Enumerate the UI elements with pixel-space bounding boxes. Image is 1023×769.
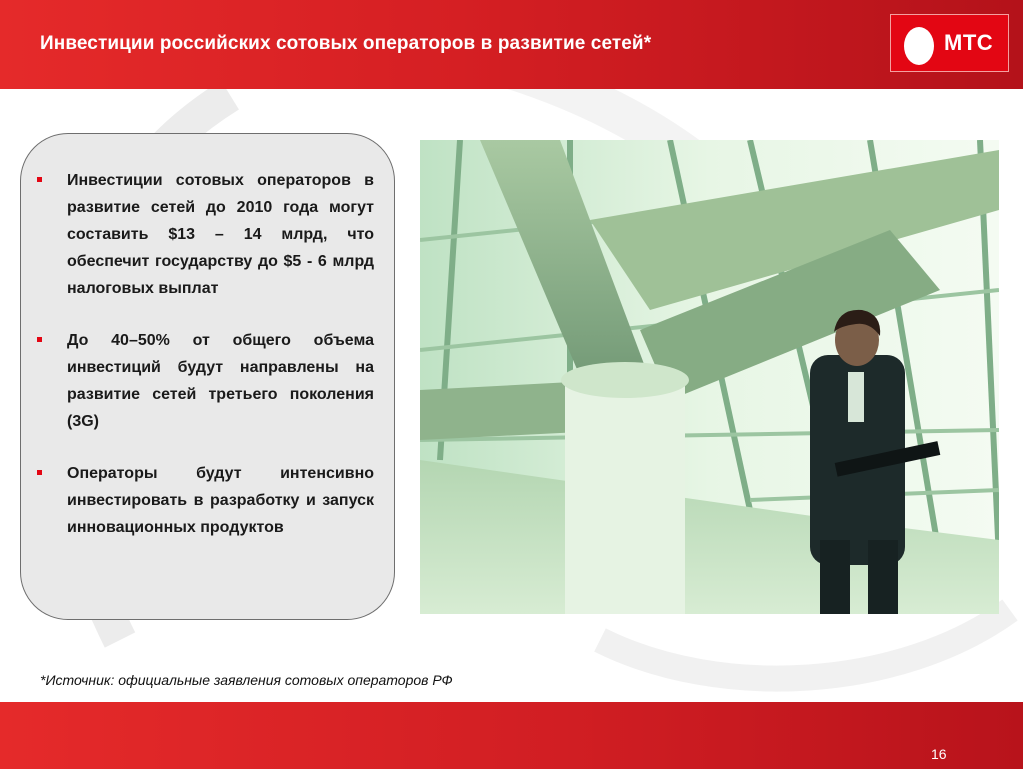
bullet-marker-icon (37, 337, 42, 342)
text-panel (20, 133, 395, 620)
bullet-text: До 40–50% от общего объема инвестиций будут направлены на развитие сетей третьего поколения (3G) (67, 332, 374, 430)
businessman-photo (420, 140, 999, 614)
list-item (37, 460, 374, 541)
footer-bar (0, 702, 1023, 769)
page-number: 16 (931, 746, 947, 762)
mts-logo (890, 14, 1009, 72)
bullet-text: Операторы будут интенсивно инвестировать в разработку и запуск инновационных продуктов (67, 465, 374, 536)
bullet-marker-icon (37, 177, 42, 182)
egg-logo-icon (901, 21, 937, 67)
list-item (37, 167, 374, 302)
list-item (37, 327, 374, 435)
slide-title: Инвестиции российских сотовых операторов в развитие сетей* (40, 33, 652, 54)
header-bar (0, 0, 1023, 89)
bullet-list (37, 167, 374, 566)
source-footnote: *Источник: официальные заявления сотовых операторов РФ (40, 672, 453, 688)
bullet-text: Инвестиции сотовых операторов в развитие сетей до 2010 года могут составить $13 – 14 млрд, что обеспечит государству до $5 - 6 млрд налоговых выплат (67, 172, 374, 297)
logo-text: МТС (944, 30, 994, 55)
photo-illustration (420, 140, 999, 614)
bullet-marker-icon (37, 470, 42, 475)
